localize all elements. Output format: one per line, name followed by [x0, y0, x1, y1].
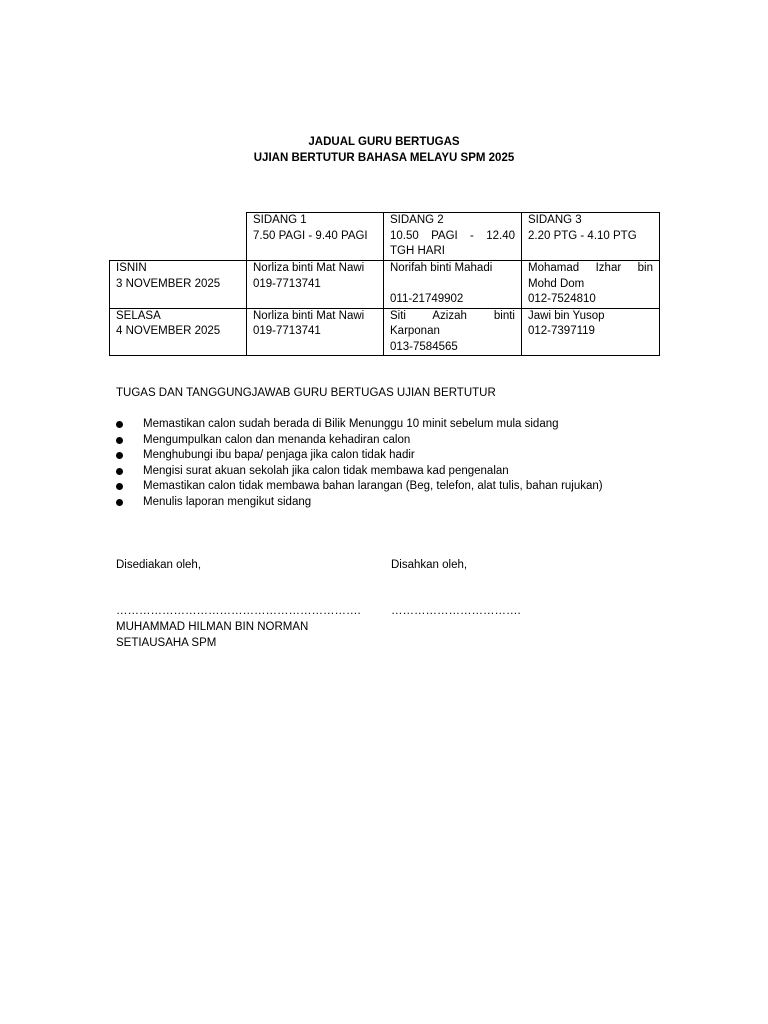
duties-list	[116, 417, 603, 510]
document-subtitle: UJIAN BERTUTUR BAHASA MELAYU SPM 2025	[253, 152, 515, 164]
teacher-phone: 019-7713741	[253, 277, 321, 290]
teacher-cell	[522, 261, 660, 309]
day-date: 4 NOVEMBER 2025	[116, 325, 221, 337]
duty-text: Mengisi surat akuan sekolah jika calon tidak membawa kad pengenalan	[143, 464, 509, 477]
prepared-signature-line: ……………………………………………………….	[116, 605, 361, 617]
duty-text: Menghubungi ibu bapa/ penjaga jika calon tidak hadir	[143, 449, 415, 461]
duty-text: Mengumpulkan calon dan menanda kehadiran calon	[143, 433, 411, 446]
document-title: JADUAL GURU BERTUGAS	[308, 136, 460, 148]
list-item	[116, 417, 603, 433]
table-header-row	[110, 213, 660, 261]
session-name: SIDANG 1	[253, 214, 307, 226]
table-row	[110, 261, 660, 309]
session-name: SIDANG 3	[528, 214, 582, 226]
list-item	[116, 464, 603, 480]
duty-text: Memastikan calon sudah berada di Bilik Menunggu 10 minit sebelum mula sidang	[143, 418, 559, 430]
teacher-cell	[247, 308, 384, 356]
table-corner-cell	[110, 213, 247, 261]
teacher-name: Siti Azizah binti	[390, 309, 515, 322]
teacher-cell	[384, 308, 522, 356]
session-time: 10.50 PAGI - 12.40	[390, 229, 515, 242]
day-cell	[110, 261, 247, 309]
session-name: SIDANG 2	[390, 214, 444, 226]
preparer-title: SETIAUSAHA SPM	[116, 637, 217, 649]
session-time: 2.20 PTG - 4.10 PTG	[528, 229, 637, 242]
preparer-name: MUHAMMAD HILMAN BIN NORMAN	[116, 621, 309, 633]
bullet-icon	[116, 421, 123, 428]
approved-signature-line: …………………………….	[391, 605, 521, 617]
session-time: 7.50 PAGI - 9.40 PAGI	[253, 229, 368, 242]
teacher-cell	[247, 261, 384, 309]
prepared-by-label: Disediakan oleh,	[116, 559, 202, 571]
teacher-phone: 011-21749902	[390, 293, 464, 305]
teacher-name-cont: Karponan	[390, 325, 440, 337]
duty-schedule-table	[109, 212, 660, 356]
bullet-icon	[116, 452, 123, 459]
day-date: 3 NOVEMBER 2025	[116, 277, 221, 290]
teacher-cell	[384, 261, 522, 309]
day-cell	[110, 308, 247, 356]
duty-text: Memastikan calon tidak membawa bahan larangan (Beg, telefon, alat tulis, bahan rujukan)	[143, 480, 603, 492]
teacher-name: Mohamad Izhar bin	[528, 262, 653, 274]
session-3-header	[522, 213, 660, 261]
bullet-icon	[116, 483, 123, 490]
session-2-header	[384, 213, 522, 261]
table-row	[110, 308, 660, 356]
session-1-header	[247, 213, 384, 261]
teacher-phone: 012-7524810	[528, 293, 596, 305]
teacher-name-cont: Mohd Dom	[528, 277, 585, 290]
bullet-icon	[116, 468, 123, 475]
list-item	[116, 495, 603, 511]
day-name: ISNIN	[116, 262, 147, 274]
session-time-cont: TGH HARI	[390, 245, 445, 257]
day-name: SELASA	[116, 309, 161, 322]
approved-by-label: Disahkan oleh,	[391, 559, 468, 571]
duty-text: Menulis laporan mengikut sidang	[143, 495, 312, 508]
teacher-name: Norliza binti Mat Nawi	[253, 309, 365, 322]
teacher-phone: 019-7713741	[253, 325, 321, 337]
list-item	[116, 433, 603, 449]
duties-heading: TUGAS DAN TANGGUNGJAWAB GURU BERTUGAS UJIAN BERTUTUR	[116, 387, 496, 399]
teacher-name: Norliza binti Mat Nawi	[253, 262, 365, 274]
teacher-cell	[522, 308, 660, 356]
list-item	[116, 448, 603, 464]
bullet-icon	[116, 437, 123, 444]
bullet-icon	[116, 499, 123, 506]
spacer	[390, 277, 515, 293]
teacher-phone: 012-7397119	[528, 325, 595, 337]
teacher-name: Jawi bin Yusop	[528, 309, 605, 322]
teacher-name: Norifah binti Mahadi	[390, 262, 493, 274]
list-item	[116, 479, 603, 495]
teacher-phone: 013-7584565	[390, 340, 458, 353]
